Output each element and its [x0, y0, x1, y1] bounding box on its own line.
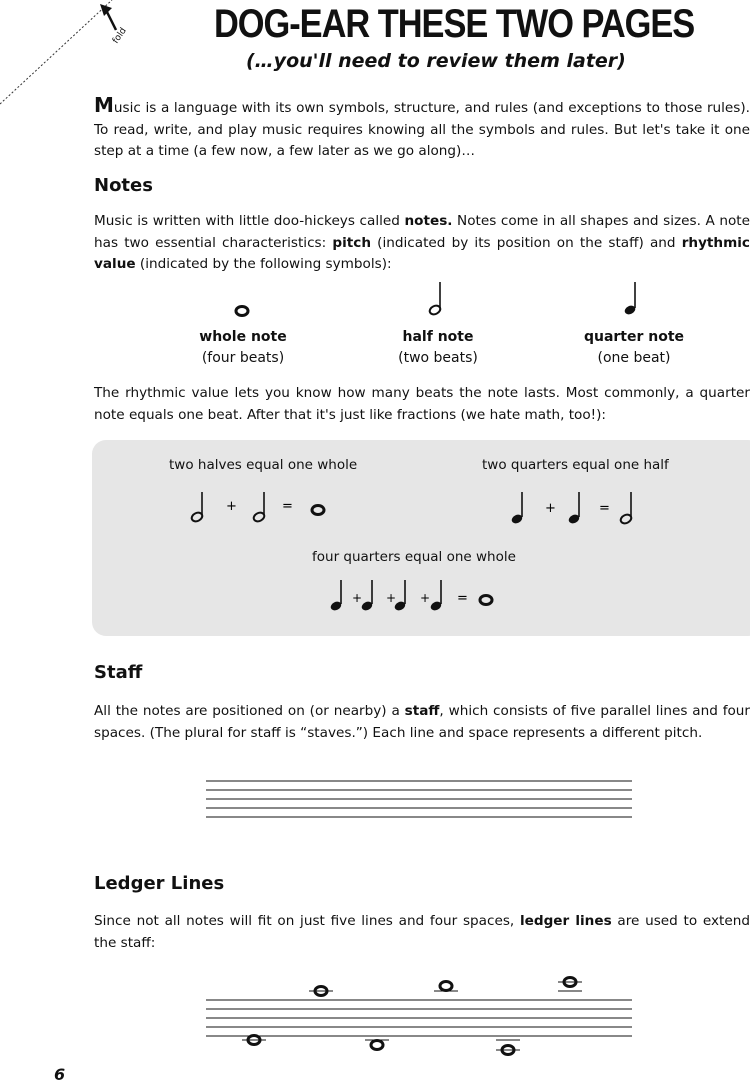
intro-paragraph: Music is a language with its own symbols, structure, and rules (and exceptions to those rules). To read, write, and play music requires knowing all the symbols and rules. But let's take it one step at a time (a few now, a few later as we go along)…	[94, 93, 750, 159]
arrow-up-left-icon	[100, 4, 116, 30]
quarter-note-icon	[329, 580, 342, 612]
whole-note-icon	[312, 506, 324, 515]
whole-note-icon	[242, 1036, 266, 1045]
plus-sign: +	[545, 501, 556, 516]
half-note-icon	[190, 492, 203, 523]
whole-note-caption: whole note (four beats)	[199, 329, 287, 366]
staff-illustration	[0, 775, 750, 825]
plus-sign: +	[420, 591, 431, 605]
ledger-paragraph: Since not all notes will fit on just five lines and four spaces, ledger lines are used to extend the staff:	[94, 913, 750, 951]
half-note-icon	[428, 282, 441, 316]
four-quarters-label: four quarters equal one whole	[312, 549, 516, 565]
ledger-staff-illustration	[0, 970, 750, 1060]
page-number: 6	[54, 1065, 66, 1084]
quarter-note-caption: quarter note (one beat)	[583, 329, 685, 366]
quarter-note-icon	[510, 492, 523, 525]
fold-corner	[0, 0, 150, 110]
notes-heading: Notes	[94, 175, 153, 196]
quarters-label: two quarters equal one half	[482, 457, 669, 473]
equation-symbols	[0, 470, 750, 620]
half-note-icon	[252, 492, 265, 523]
half-note-icon	[619, 492, 632, 525]
notes-paragraph: Music is written with little doo-hickeys called notes. Notes come in all shapes and sizes. A note has two essential characteristics: pitch (indicated by its position on the staff) and rhythmic value (indicated by the following symbols):	[94, 213, 750, 272]
quarter-note-icon	[623, 282, 636, 316]
plus-sign: +	[226, 499, 237, 514]
whole-note-icon	[558, 978, 582, 992]
rhythm-paragraph: The rhythmic value lets you know how many beats the note lasts. Most commonly, a quarter note equals one beat. After that it's just like fractions (we hate math, too!):	[94, 385, 750, 423]
whole-note-icon	[480, 596, 492, 605]
whole-note-icon	[309, 987, 333, 996]
quarter-note-icon	[567, 492, 580, 525]
staff-heading: Staff	[94, 662, 143, 683]
drop-cap: M	[94, 93, 114, 117]
quarter-note-icon	[429, 580, 442, 612]
equals-sign: =	[457, 591, 468, 606]
half-note-caption: half note (two beats)	[398, 329, 478, 366]
plus-sign: +	[386, 591, 397, 605]
halves-label: two halves equal one whole	[169, 457, 358, 473]
whole-note-icon	[365, 1040, 389, 1050]
whole-note-icon	[236, 307, 248, 316]
whole-note-icon	[434, 982, 458, 992]
quarter-note-icon	[360, 580, 373, 612]
whole-note-icon	[496, 1040, 520, 1055]
page-subtitle: (…you'll need to review them later)	[246, 50, 626, 72]
ledger-heading: Ledger Lines	[94, 873, 225, 894]
plus-sign: +	[352, 591, 363, 605]
equals-sign: =	[599, 501, 610, 516]
staff-paragraph: All the notes are positioned on (or nearby) a staff, which consists of five parallel lines and four spaces. (The plural for staff is “staves.”) Each line and space represents a different pitch.	[94, 703, 750, 741]
note-symbols	[0, 280, 750, 320]
fold-label: fold	[111, 26, 129, 46]
equals-sign: =	[282, 499, 293, 514]
page-title: DOG-EAR THESE TWO PAGES	[214, 2, 695, 46]
